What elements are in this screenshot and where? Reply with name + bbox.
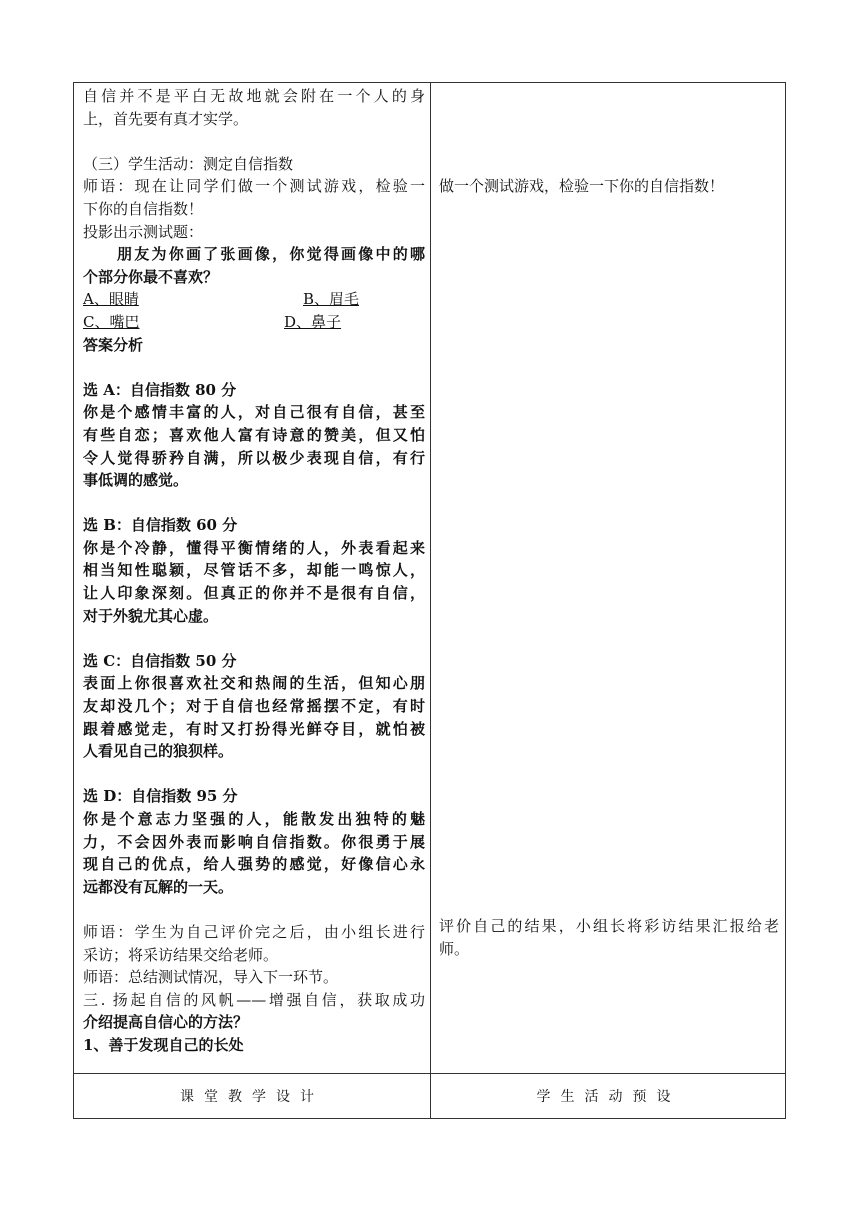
teacher-intro-line: 师语：现在让同学们做一个测试游戏，检验一	[83, 177, 425, 196]
teacher-interview-line: 采访；将采访结果交给老师。	[83, 945, 279, 964]
footer-right-label: 学生活动预设	[536, 1089, 681, 1105]
answer-line: 你是个意志力坚强的人，能散发出独特的魅	[83, 810, 425, 828]
teacher-intro-line: 下你的自信指数！	[83, 199, 204, 218]
question-line: 朋友为你画了张画像，你觉得画像中的哪	[117, 245, 425, 264]
answer-title-d: 选 D：自信指数 95 分	[83, 787, 238, 806]
footer-left-label: 课堂教学设计	[180, 1089, 324, 1105]
answer-title-a: 选 A：自信指数 80 分	[83, 380, 237, 399]
option-b: B、眉毛	[303, 290, 360, 309]
answer-title-c: 选 C：自信指数 50 分	[83, 651, 237, 670]
answer-line: 相当知性聪颖，尽管话不多，却能一鸣惊人，	[83, 561, 425, 580]
evaluation-note-line: 评价自己的结果，小组长将彩访结果汇报给老	[439, 917, 779, 935]
answer-line: 令人觉得骄矜自满，所以极少表现自信，有行	[83, 448, 425, 467]
answer-line: 人看见自己的狼狈样。	[83, 742, 234, 761]
option-c: C、嘴巴	[83, 312, 140, 331]
lesson-table	[73, 82, 786, 1119]
column-divider	[430, 83, 431, 1118]
method-intro: 介绍提高自信心的方法？	[83, 1013, 249, 1032]
teacher-summary: 师语：总结测试情况，导入下一环节。	[83, 968, 339, 987]
question-line: 个部分你最不喜欢？	[83, 267, 219, 286]
answer-line: 有些自恋；喜欢他人富有诗意的赞美，但又怕	[83, 425, 425, 444]
activity-note-line: 做一个测试游戏，检验一下你的自信指数！	[439, 177, 725, 195]
activity-title: （三）学生活动：测定自信指数	[83, 154, 294, 173]
student-activity-note	[439, 175, 779, 198]
answer-line: 友却没几个；对于自信也经常摇摆不定，有时	[83, 697, 425, 716]
classroom-design-column	[83, 85, 425, 1057]
answer-line: 远都没有瓦解的一天。	[83, 877, 234, 896]
answer-line: 你是个冷静，懂得平衡情绪的人，外表看起来	[83, 538, 425, 557]
option-a: A、眼睛	[83, 290, 139, 309]
section-three-title: 三. 扬起自信的风帆——增强自信，获取成功	[83, 990, 425, 1009]
answer-title-b: 选 B：自信指数 60 分	[83, 516, 238, 535]
answer-line: 现自己的优点，给人强势的感觉，好像信心永	[83, 855, 425, 874]
answer-line: 让人印象深刻。但真正的你并不是很有自信，	[83, 584, 425, 603]
answer-line: 你是个感情丰富的人，对自己很有自信，甚至	[83, 403, 425, 422]
intro-line: 上，首先要有真才实学。	[83, 109, 249, 128]
answer-heading: 答案分析	[83, 335, 144, 354]
answer-line: 跟着感觉走，有时又打扮得光鲜夺目，就怕被	[83, 719, 425, 738]
projection-text: 投影出示测试题：	[83, 222, 204, 241]
answer-line: 力，不会因外表而影响自信指数。你很勇于展	[83, 832, 425, 851]
answer-line: 事低调的感觉。	[83, 471, 189, 490]
evaluation-note-line: 师。	[439, 939, 470, 958]
options-row	[83, 311, 425, 334]
student-evaluation-note	[439, 915, 779, 960]
intro-line: 自信并不是平白无故地就会附在一个人的身	[83, 87, 425, 105]
point-one: 1、善于发现自己的长处	[83, 1035, 244, 1054]
answer-line: 对于外貌尤其心虚。	[83, 606, 219, 625]
teacher-interview-line: 师语：学生为自己评价完之后，由小组长进行	[83, 922, 425, 941]
options-row	[83, 288, 425, 311]
option-d: D、鼻子	[284, 312, 342, 331]
answer-line: 表面上你很喜欢社交和热闹的生活，但知心朋	[83, 674, 425, 693]
